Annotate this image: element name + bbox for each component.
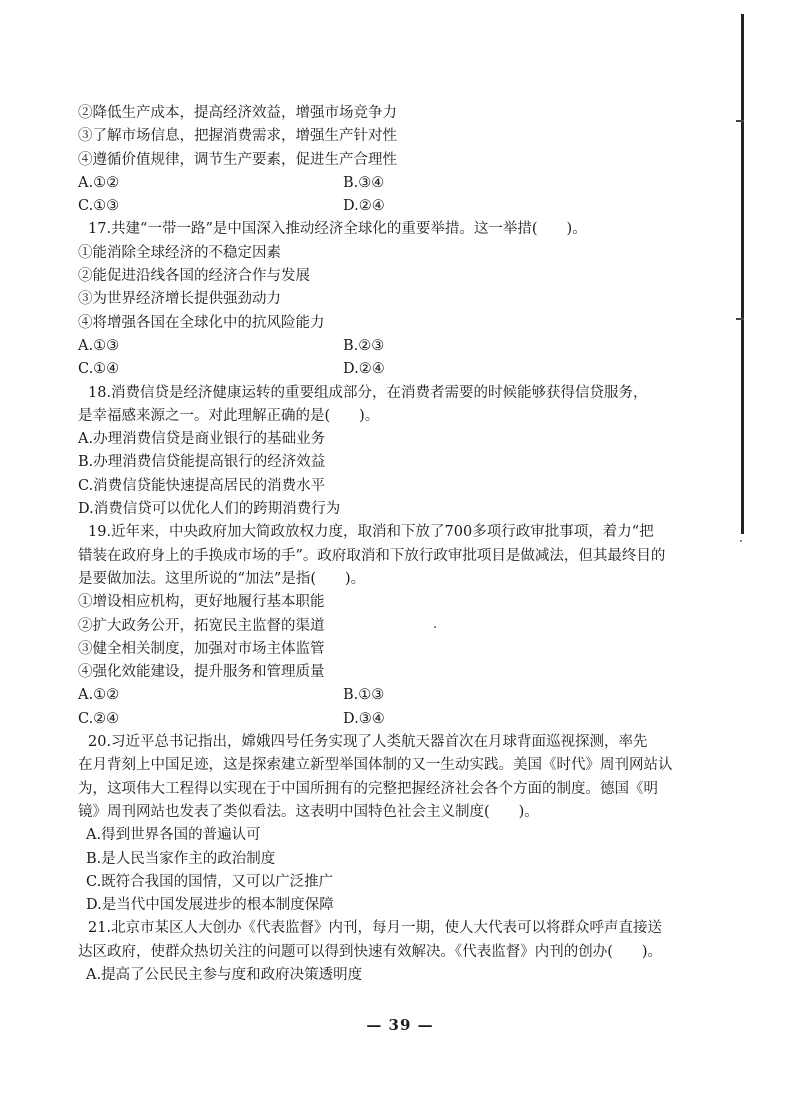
option-d: D.③④: [343, 710, 385, 727]
question-16: [78, 102, 728, 218]
page-content: [78, 102, 728, 987]
statement-item: ③健全相关制度，加强对市场主体监管: [78, 640, 325, 657]
question-stem: 是幸福感来源之一。对此理解正确的是( )。: [78, 407, 380, 424]
statement-item: ③了解市场信息，把握消费需求，增强生产针对性: [78, 128, 397, 145]
question-stem: 18.消费信贷是经济健康运转的重要组成部分，在消费者需要的时候能够获得信贷服务，: [88, 384, 648, 401]
answer-option: A.办理消费信贷是商业银行的基础业务: [78, 431, 326, 448]
scan-edge-tick: [736, 120, 744, 122]
statement-item: ④强化效能建设，提升服务和管理质量: [78, 664, 325, 681]
question-stem: 是要做加法。这里所说的“加法”是指( )。: [78, 570, 366, 587]
question-stem: 错装在政府身上的手换成市场的手”。政府取消和下放行政审批项目是做减法，但其最终目的: [78, 547, 666, 564]
question-18: [78, 382, 728, 522]
option-c: C.①④: [78, 361, 120, 378]
option-b: B.②③: [343, 337, 385, 354]
option-d: D.②④: [343, 361, 385, 378]
question-stem: 21.北京市某区人大创办《代表监督》内刊，每月一期，使人大代表可以将群众呼声直接送: [88, 920, 663, 937]
option-row: [78, 195, 728, 218]
option-b: B.①③: [343, 687, 385, 704]
question-stem: 在月背刻上中国足迹，这是探索建立新型举国体制的又一生动实践。美国《时代》周刊网站认: [78, 757, 673, 774]
option-a: A.①②: [78, 174, 120, 191]
statement-item: ③为世界经济增长提供强劲动力: [78, 291, 281, 308]
option-row: [78, 708, 728, 731]
question-19: [78, 521, 728, 731]
answer-option: C.消费信贷能快速提高居民的消费水平: [78, 477, 326, 494]
answer-option: A.提高了公民民主参与度和政府决策透明度: [86, 966, 363, 983]
question-stem: 17.共建“一带一路”是中国深入推动经济全球化的重要举措。这一举措( )。: [88, 221, 587, 238]
option-a: A.①③: [78, 337, 120, 354]
question-21: [78, 917, 728, 987]
answer-option: C.既符合我国的国情，又可以广泛推广: [86, 873, 334, 890]
statement-item: ①能消除全球经济的不稳定因素: [78, 244, 281, 261]
scan-edge-line: [741, 14, 744, 534]
statement-item: ①增设相应机构，更好地履行基本职能: [78, 594, 325, 611]
option-c: C.②④: [78, 710, 120, 727]
question-stem: 镜》周刊网站也发表了类似看法。这表明中国特色社会主义制度( )。: [78, 803, 539, 820]
option-d: D.②④: [343, 198, 385, 215]
option-row: [78, 172, 728, 195]
scan-speck: [740, 540, 742, 542]
scan-edge-tick: [736, 318, 744, 320]
option-b: B.③④: [343, 174, 385, 191]
answer-option: D.是当代中国发展进步的根本制度保障: [86, 897, 334, 914]
statement-item: ②扩大政务公开，拓宽民主监督的渠道: [78, 617, 325, 634]
option-row: [78, 358, 728, 381]
option-a: A.①②: [78, 687, 120, 704]
statement-item: ②能促进沿线各国的经济合作与发展: [78, 268, 310, 285]
statement-item: ②降低生产成本，提高经济效益，增强市场竞争力: [78, 105, 397, 121]
question-20: [78, 731, 728, 917]
answer-option: A.得到世界各国的普遍认可: [86, 827, 261, 844]
answer-option: B.办理消费信贷能提高银行的经济效益: [78, 454, 326, 471]
page-number: — 39 —: [366, 1016, 434, 1034]
option-row: [78, 335, 728, 358]
answer-option: B.是人民当家作主的政治制度: [86, 850, 276, 867]
statement-item: ④将增强各国在全球化中的抗风险能力: [78, 314, 325, 331]
question-stem: 19.近年来，中央政府加大简政放权力度，取消和下放了700多项行政审批事项，着力“把: [88, 524, 654, 541]
question-17: [78, 218, 728, 381]
option-c: C.①③: [78, 198, 120, 215]
statement-item: ④遵循价值规律，调节生产要素，促进生产合理性: [78, 151, 397, 168]
answer-option: D.消费信贷可以优化人们的跨期消费行为: [78, 501, 341, 518]
question-stem: 为，这项伟大工程得以实现在于中国所拥有的完整把握经济社会各个方面的制度。德国《明: [78, 780, 658, 797]
question-stem: 达区政府，使群众热切关注的问题可以得到快速有效解决。《代表监督》内刊的创办( )。: [78, 943, 663, 960]
option-row: [78, 684, 728, 707]
question-stem: 20.习近平总书记指出，嫦娥四号任务实现了人类航天器首次在月球背面巡视探测，率先: [88, 734, 648, 751]
